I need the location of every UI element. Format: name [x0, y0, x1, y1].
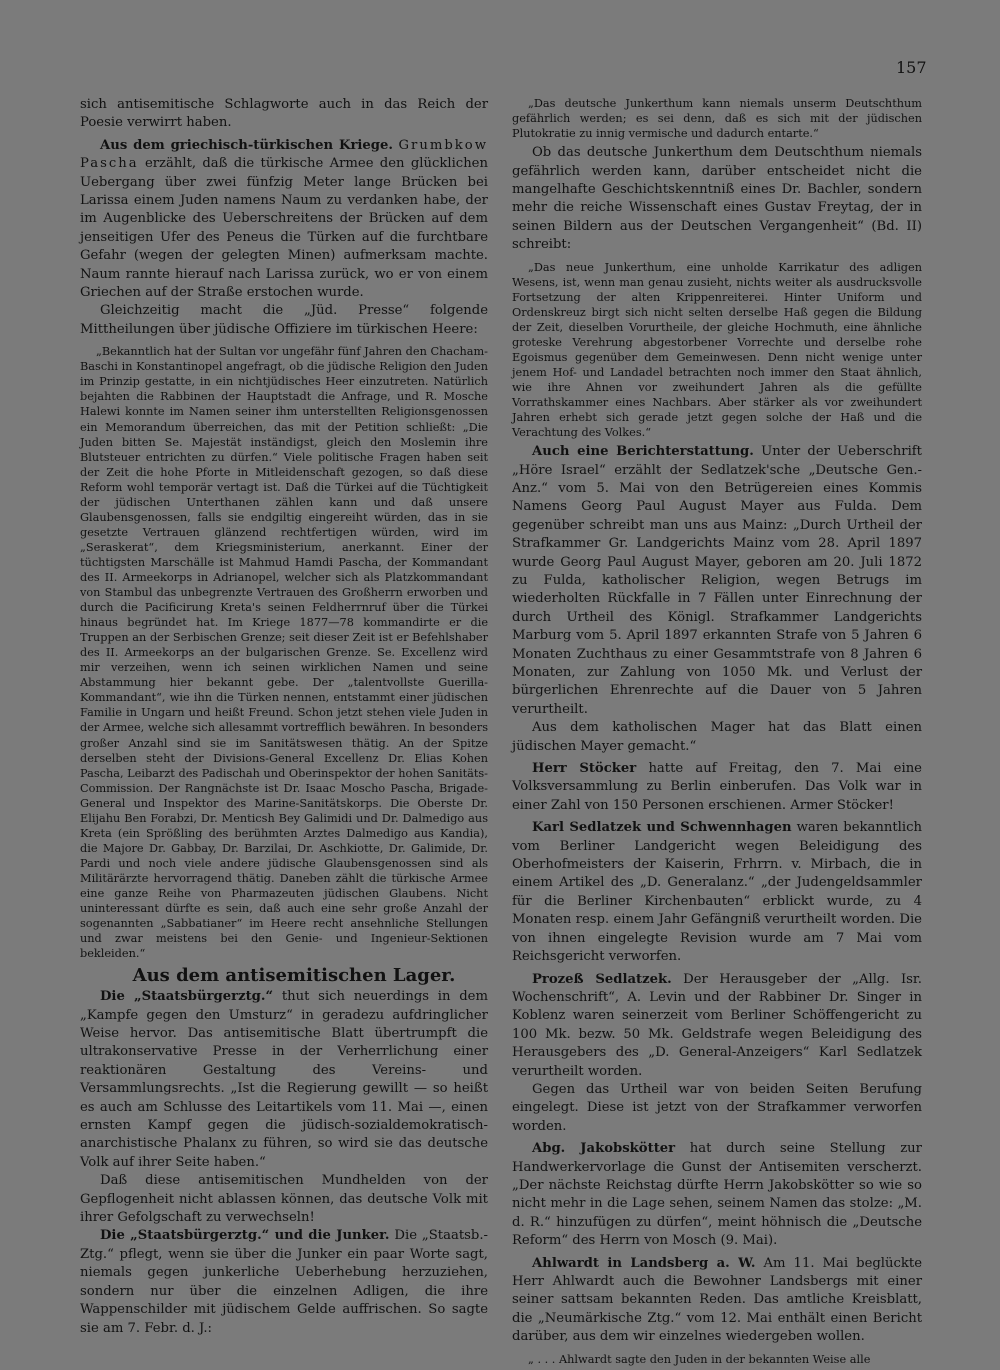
sedlatzek-schwennhagen-text: waren bekanntlich vom Berliner Landgericht wegen Beleidigung des Oberhofmeisters der Kaiserin, Frhrrn. v. Mirbach, die in einem Artikel des „D. Generalanz.“ „der Judengeldsammler für die Berliner Kirchenbauten“ erblickt wurde, zu 4 Monaten resp. einem Jahr Gefängniß verurtheilt worden. Die von ihnen eingelegte Revision wurde am 7 Mai vom Reichsgericht verworfen.: [512, 820, 923, 965]
berichterstattung-text: Unter der Ueberschrift „Höre Israel“ erzählt der Sedlatzek'sche „Deutsche Gen.-Anz.“ vom 5. Mai von den Betrügereien eines Kommis Namens Georg Paul August Mayer aus Fulda. Dem gegenüber schreibt man uns aus Mainz: „Durch Urtheil der Strafkammer Gr. Landgerichts Mainz vom 28. April 1897 wurde Georg Paul August Mayer, geboren am 20. Juli 1872 zu Fulda, katholischer Religion, wegen Betrugs im wiederholten Rückfalle in 7 Fällen unter Einrechnung der durch Urtheil des Königl. Strafkammer Landgerichts Marburg vom 5. April 1897 erkannten Strafe von 5 Jahren 6 Monaten Zuchthaus zu einer Gesammtstrafe von 8 Jahren 6 Monaten, zur Zahlung von 1050 Mk. und Verlust der bürgerlichen Ehrenrechte auf die Dauer von 5 Jahren verurtheilt.: [512, 444, 922, 717]
quote-ottoman-officers: [80, 344, 488, 961]
paragraph-greek-war: [80, 137, 488, 303]
quote-junkerthum-text: „Das deutsche Junkerthum kann niemals unserm Deutschthum gefährlich werden; es sei denn, daß es sich mit der jüdischen Plutokratie zu innig vermische und dadurch entarte.“: [512, 97, 922, 141]
quote-freytag: [512, 260, 922, 441]
paragraph-junker: [80, 1227, 488, 1337]
paragraph-mayer: Aus dem katholischen Mager hat das Blatt einen jüdischen Mayer gemacht.“: [512, 720, 922, 754]
quote-ahlwardt-text: „ . . . Ahlwardt sagte den Juden in der bekannten Weise alle: [528, 1352, 871, 1366]
quote-ahlwardt: [512, 1352, 922, 1367]
quote-ottoman-text: „Bekanntlich hat der Sultan vor ungefähr fünf Jahren den Chacham-Baschi in Konstantinopel angefragt, ob die jüdische Religion den Juden im Prinzip gestatte, in ein nichtjüdisches Heer einzutreten. Natürlich bejahten die Rabbinen der Hauptstadt die Anfrage, und R. Mosche Halewi konnte im Namen seiner ihm unterstellten Religionsgenossen ein Memorandum überreichen, das mit der Petition schließt: „Die Juden bitten Se. Majestät inständigst, gleich den Moslemin ihre Blutsteuer entrichten zu dürfen.“ Viele politische Fragen haben seit der Zeit die hohe Pforte in Mitleidenschaft gezogen, so daß diese Reform wohl temporär vertagt ist. Daß die Türkei auf die Tüchtigkeit der jüdischen Unterthanen zählen kann und daß unsere Glaubensgenossen, falls sie endgiltig eingereiht würden, das in sie gesetzte Vertrauen glänzend rechtfertigen würden, wird im „Seraskerat“, dem Kriegsministerium, anerkannt. Einer der tüchtigsten Marschälle ist Mahmud Hamdi Pascha, der Kommandant des II. Armeekorps in Adrianopel, welcher sich als Platzkommandant von Stambul das unbegrenzte Vertrauen des Großherrn erworben und durch die Pacificirung Kreta's seinen Feldherrnruf über die Türkei hinaus begründet hat. Im Kriege 1877—78 kommandirte er die Truppen an der Serbischen Grenze; seit dieser Zeit ist er Befehlshaber des II. Armeekorps an der bulgarischen Grenze. Se. Excellenz wird mir verzeihen, wenn ich seinen wirklichen Namen und seine Abstammung hier bekannt gebe. Der „talentvollste Guerilla-Kommandant“, wie ihn die Türken nennen, entstammt einer jüdischen Familie in Ungarn und heißt Freund. Schon jetzt stehen viele Juden in der Armee, welche sich allesammt vortrefflich bewähren. In besonders großer Anzahl sind sie im Sanitätswesen thätig. An der Spitze derselben steht der Divisions-General Excellenz Dr. Elias Kohen Pascha, Leibarzt des Padischah und Oberinspektor der hohen Sanitäts-Commission. Der Rangnächste ist Dr. Isaac Moscho Pascha, Brigade-General und Inspektor des Marine-Sanitätskorps. Die Oberste Dr. Elijahu Ben Forabzi, Dr. Menticsh Bey Galimidi und Dr. Dalmedigo aus Kreta (ein Sprößling des berühmten Arztes Dalmedigo aus Kandia), die Majore Dr. Gabbay, Dr. Barzilai, Dr. Aschkiotte, Dr. Galimide, Dr. Pardi und noch viele andere jüdische Glaubensgenossen sind als Militärärzte hervorragend thätig. Daneben zählt die türkische Armee eine ganze Reihe von Pharmazeuten jüdischen Glaubens. Nicht uninteressant dürfte es sein, daß auch eine sehr große Anzahl der sogenannten „Sabbatianer“ im Heere recht ansehnliche Stellungen und zwar meistens bei den Genie- und Ingenieur-Sektionen bekleiden.“: [80, 345, 488, 961]
heading-ahlwardt: Ahlwardt in Landsberg a. W.: [532, 1255, 756, 1271]
intro-paragraph: sich antisemitische Schlagworte auch in das Reich der Poesie verwirrt haben.: [80, 97, 488, 131]
paragraph-sedlatzek-schwennhagen: [512, 819, 922, 966]
left-column: [80, 96, 488, 1338]
heading-junker: Die „Staatsbürgerztg.“ und die Junker.: [100, 1228, 390, 1244]
section-title-antisemitic-camp: Aus dem antisemitischen Lager.: [132, 965, 456, 987]
paragraph-berufung: Gegen das Urtheil war von beiden Seiten Berufung eingelegt. Diese ist jetzt von der Strafkammer verworfen worden.: [512, 1081, 922, 1134]
heading-greek-war: Aus dem griechisch-türkischen Kriege.: [100, 137, 393, 153]
paragraph-stoecker: [512, 760, 922, 815]
heading-berichterstattung: Auch eine Berichterstattung.: [532, 444, 754, 460]
paragraph-ahlwardt: [512, 1255, 922, 1347]
heading-prozess-sedlatzek: Prozeß Sedlatzek.: [532, 971, 672, 987]
paragraph-berichterstattung: [512, 443, 922, 719]
heading-sedlatzek-schwennhagen: Karl Sedlatzek und Schwennhagen: [532, 820, 792, 836]
heading-stoecker: Herr Stöcker: [532, 761, 637, 777]
staatsbuergerztg-text: thut sich neuerdings in dem „Kampfe gegen den Umsturz“ in geradezu aufdringlicher Weise hervor. Das antisemitische Blatt übertrumpft die ultrakonservative Presse in der Verherrlichung einer reaktionären Gestaltung des Vereins- und Versammlungsrechts. „Ist die Regierung gewillt — so heißt es auch am Schlusse des Leitartikels vom 11. Mai —, einen ernsten Kampf gegen die jüdisch-sozialdemokratisch-anarchistische Phalanx zu führen, so wird sie das deutsche Volk auf ihrer Seite haben.“: [80, 989, 488, 1170]
greek-war-text: erzählt, daß die türkische Armee den glücklichen Uebergang über zwei fünfzig Meter lange Brücken bei Larissa einem Juden namens Naum zu verdanken habe, der im Augenblicke des Ueberschreitens der Brücken auf dem jenseitigen Ufer des Peneus die Türken auf die furchtbare Gefahr (wegen der gelegten Minen) aufmerksam machte. Naum rannte hierauf nach Larissa zurück, wo er von einem Griechen auf der Straße erstochen wurde.: [80, 156, 488, 301]
grumbkow-name: Grumbkow Pascha: [80, 137, 488, 172]
quote-freytag-text: „Das neue Junkerthum, eine unholde Karrikatur des adligen Wesens, ist, wenn man genau zusieht, nichts weiter als ausdrucksvolle Fortsetzung der alten Krippenreiterei. Hinter Uniform und Ordenskreuz birgt sich nicht selten derselbe Haß gegen die Bildung der Zeit, dieselben Vorurtheile, der gleiche Hochmuth, eine ähnliche groteske Verehrung abgestorbener Vorrechte und derselbe rohe Egoismus gegenüber dem Gemeinwesen. Denn nicht wenige unter jenem Hof- und Landadel betrachten noch immer den Staat ähnlich, wie ihre Ahnen vor zweihundert Jahren als die gefüllte Vorrathskammer eines Nachbars. Aber stärker als vor zweihundert Jahren erhebt sich gerade jetzt gegen solche der Haß und die Verachtung des Volkes.“: [512, 260, 922, 440]
paragraph-presse: Gleichzeitig macht die „Jüd. Presse“ folgende Mittheilungen über jüdische Offiziere im türkischen Heere:: [80, 303, 488, 337]
stoecker-text: hatte auf Freitag, den 7. Mai eine Volksversammlung zu Berlin einberufen. Das Volk war in einer Zahl von 150 Personen erschienen. Armer Stöcker!: [512, 761, 922, 813]
right-column: [512, 96, 922, 1370]
ahlwardt-text: Am 11. Mai beglückte Herr Ahlwardt auch die Bewohner Landsbergs mit einer seiner sattsam bekannten Reden. Das amtliche Kreisblatt, die „Neumärkische Ztg.“ vom 12. Mai enthält einen Bericht darüber, aus dem wir einzelnes wiedergeben wollen.: [512, 1255, 923, 1345]
paragraph-jakobskoetter: [512, 1140, 922, 1250]
paragraph-mundhelden: Daß diese antisemitischen Mundhelden von der Gepflogenheit nicht ablassen können, das deutsche Volk mit ihrer Gefolgschaft zu verwechseln!: [80, 1173, 488, 1226]
junker-text: Die „Staatsb.-Ztg.“ pflegt, wenn sie über die Junker ein paar Worte sagt, niemals gegen junkerliche Ueberhebung herzuziehen, sondern nur über die einzelnen Adligen, die ihre Wappenschilder mit jüdischem Gelde auffrischen. So sagte sie am 7. Febr. d. J.:: [80, 1228, 488, 1336]
paragraph-staatsbuergerztg: [80, 988, 488, 1172]
page-number: 157: [896, 58, 927, 77]
heading-jakobskoetter: Abg. Jakobskötter: [532, 1141, 676, 1157]
jakobskoetter-text: hat durch seine Stellung zur Handwerkervorlage die Gunst der Antisemiten verscherzt. „Der nächste Reichstag dürfte Herrn Jakobskötter so wie so nicht mehr in die Lage sehen, seinem Namen das stolze: „M. d. R.“ hinzufügen zu dürfen“, meint höhnisch die „Deutsche Reform“ des Herrn von Mosch (9. Mai).: [512, 1141, 922, 1249]
paragraph-prozess-sedlatzek: [512, 971, 922, 1081]
heading-staatsbuergerztg: Die „Staatsbürgerztg.“: [100, 989, 274, 1005]
prozess-sedlatzek-text: Der Herausgeber der „Allg. Isr. Wochenschrift“, A. Levin und der Rabbiner Dr. Singer in Koblenz waren seinerzeit vom Berliner Schöffengericht zu 100 Mk. bezw. 50 Mk. Geldstrafe wegen Beleidigung des Herausgebers des „D. General-Anzeigers“ Karl Sedlatzek verurtheilt worden.: [512, 971, 922, 1079]
paragraph-freytag: Ob das deutsche Junkerthum dem Deutschthum niemals gefährlich werden kann, darüber entscheidet nicht die mangelhafte Geschichtskenntniß eines Dr. Bachler, sondern mehr die reiche Wissenschaft eines Gustav Freytag, der in seinen Bildern aus der Deutschen Vergangenheit“ (Bd. II) schreibt:: [512, 145, 922, 253]
quote-junkerthum: [512, 96, 922, 141]
